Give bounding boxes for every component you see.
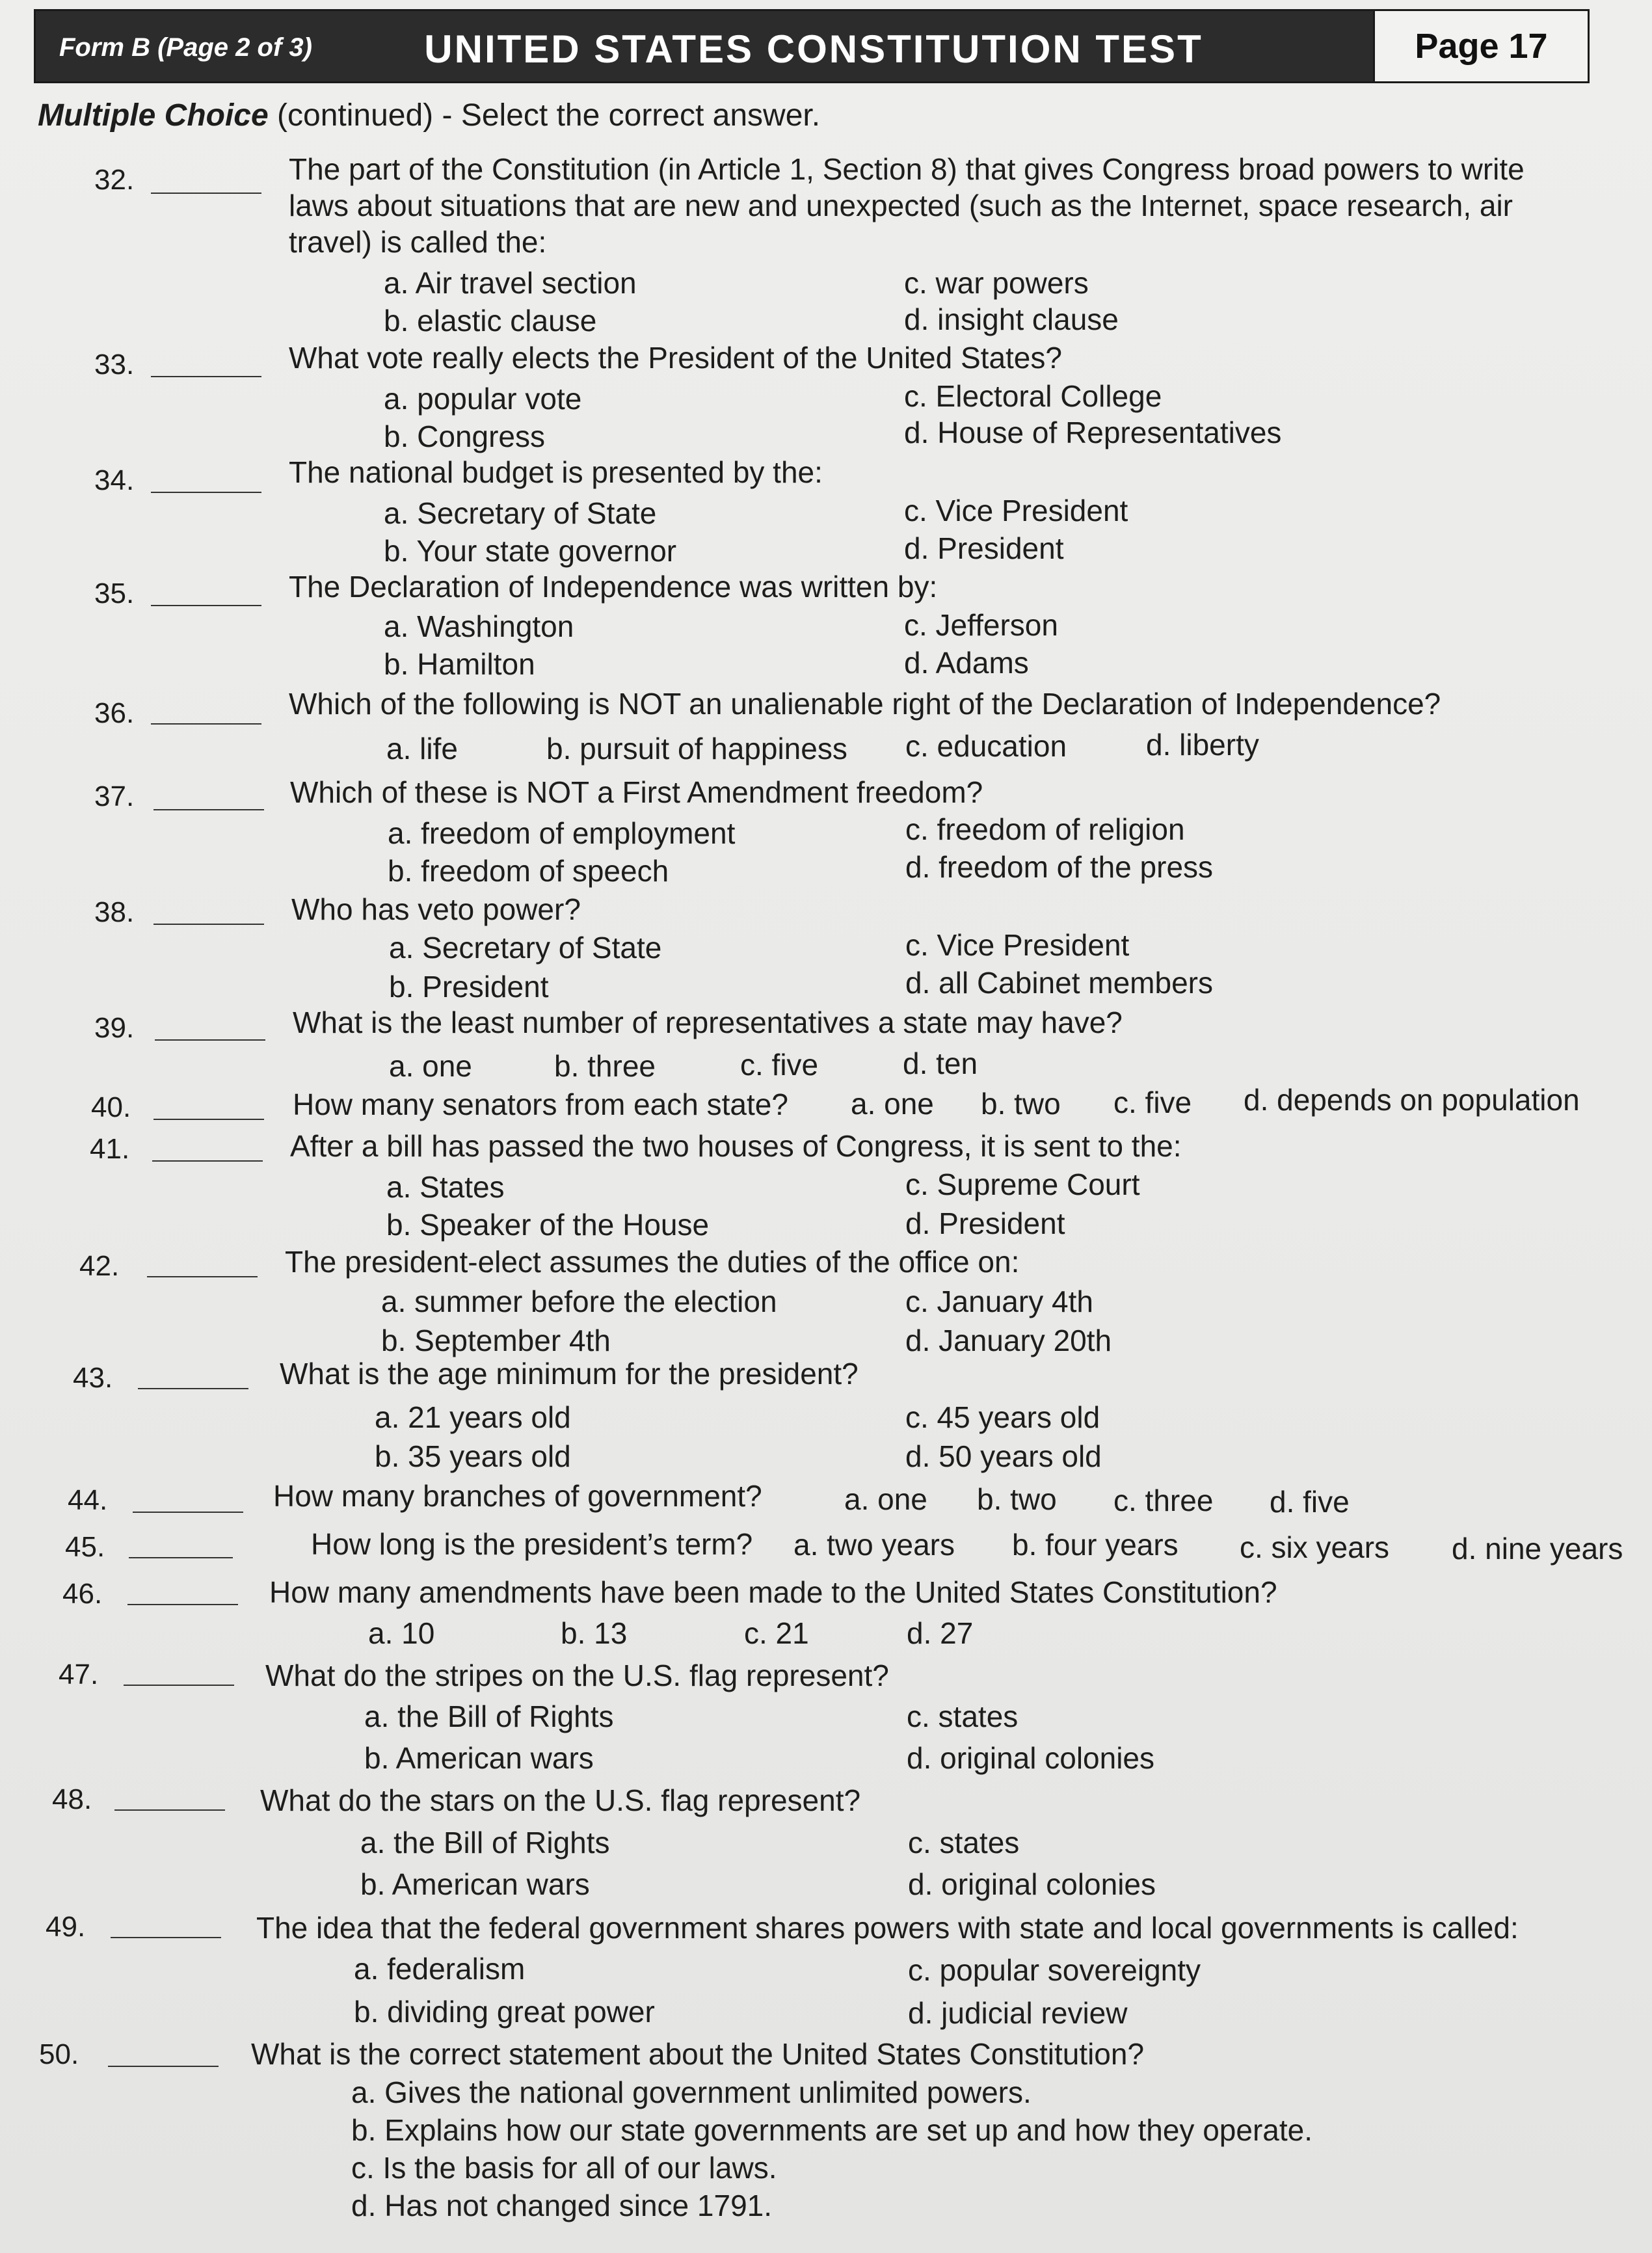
option: a. Air travel section [384,266,637,300]
question-text: How many branches of government? [273,1479,762,1513]
answer-blank[interactable] [129,1557,233,1558]
answer-blank[interactable] [111,1937,221,1938]
option: c. Vice President [905,928,1130,962]
option: a. two years [793,1528,955,1562]
answer-blank[interactable] [151,605,261,606]
option: c. Supreme Court [905,1167,1140,1201]
option: a. Gives the national government unlimited powers. [351,2075,1032,2109]
option: b. 35 years old [375,1439,571,1473]
question-text: The president-elect assumes the duties of the office on: [285,1245,1020,1279]
option: b. Speaker of the House [386,1208,710,1242]
option: a. the Bill of Rights [360,1826,610,1860]
question-text: The Declaration of Independence was written by: [289,570,938,604]
question-text: How long is the president’s term? [311,1527,753,1561]
option: b. freedom of speech [388,854,669,888]
question-text: The idea that the federal government shares powers with state and local governments is called: [256,1911,1519,1945]
option: b. Hamilton [384,647,535,681]
option: d. ten [903,1047,978,1080]
answer-blank[interactable] [108,2066,219,2067]
option: d. January 20th [905,1324,1112,1357]
answer-blank[interactable] [124,1685,234,1686]
question-text: What do the stars on the U.S. flag represent? [260,1783,861,1817]
option: a. 21 years old [375,1400,571,1434]
option: b. two [981,1087,1061,1121]
option: a. one [851,1087,934,1121]
option: a. Washington [384,609,574,643]
option: d. nine years [1452,1532,1623,1566]
option: b. American wars [360,1867,590,1901]
question-number: 41. [90,1133,130,1165]
answer-blank[interactable] [155,1039,265,1041]
answer-blank[interactable] [151,193,261,194]
option: d. original colonies [907,1741,1155,1775]
option: a. summer before the election [381,1285,777,1318]
question-number: 33. [94,349,135,380]
option: a. popular vote [384,382,582,416]
page-header [34,9,1590,83]
option: c. three [1113,1484,1214,1517]
question-text: What is the correct statement about the United States Constitution? [251,2037,1145,2071]
option: c. 45 years old [905,1400,1100,1434]
option: c. Jefferson [904,608,1058,642]
question-number: 34. [94,464,135,496]
option: a. freedom of employment [388,816,736,850]
option: d. Adams [904,646,1029,680]
option: b. American wars [364,1741,594,1775]
option: b. dividing great power [354,1995,655,2029]
instructions-lead: Multiple Choice [38,98,269,133]
option: a. Secretary of State [389,931,662,965]
question-text: How many amendments have been made to the United States Constitution? [269,1575,1277,1609]
option: d. President [905,1206,1065,1240]
option: b. elastic clause [384,304,597,338]
option: a. federalism [354,1952,526,1986]
question-text: The national budget is presented by the: [289,455,823,489]
question-text: After a bill has passed the two houses of Congress, it is sent to the: [290,1129,1182,1163]
question-number: 42. [79,1250,120,1282]
option: b. September 4th [381,1324,611,1357]
option: c. six years [1240,1530,1390,1564]
option: b. pursuit of happiness [546,732,847,766]
test-title: UNITED STATES CONSTITUTION TEST [424,27,1203,71]
question-text: What is the least number of representatives a state may have? [293,1006,1123,1039]
question-text: What vote really elects the President of the United States? [289,341,1062,375]
option: a. life [386,732,458,766]
answer-blank[interactable] [153,1119,264,1120]
answer-blank[interactable] [114,1809,225,1811]
page-number: Page 17 [1373,11,1588,81]
option: c. 21 [744,1616,809,1650]
option: c. Is the basis for all of our laws. [351,2151,777,2185]
answer-blank[interactable] [138,1388,248,1389]
question-number: 37. [94,780,135,812]
option: c. education [905,729,1067,763]
question-number: 36. [94,697,135,729]
question-text: How many senators from each state? [293,1087,788,1121]
answer-blank[interactable] [151,492,261,493]
option: b. 13 [561,1616,628,1650]
answer-blank[interactable] [153,924,264,925]
question-text: What is the age minimum for the president? [280,1357,859,1391]
question-text: What do the stripes on the U.S. flag represent? [265,1659,889,1692]
option: c. war powers [904,266,1089,300]
answer-blank[interactable] [153,809,264,810]
answer-blank[interactable] [152,1160,263,1162]
option: c. freedom of religion [905,812,1185,846]
option: d. five [1270,1485,1350,1519]
option: d. judicial review [908,1996,1128,2030]
option: a. 10 [368,1616,435,1650]
question-number: 46. [62,1578,103,1610]
option: a. States [386,1170,505,1204]
answer-blank[interactable] [147,1276,258,1277]
option: a. the Bill of Rights [364,1700,614,1733]
option: a. one [389,1049,472,1083]
question-number: 50. [39,2038,79,2070]
question-text: Which of the following is NOT an unalienable right of the Declaration of Independence? [289,687,1441,721]
option: d. insight clause [904,302,1119,336]
question-number: 43. [73,1362,113,1394]
question-number: 48. [52,1783,92,1815]
option: b. Your state governor [384,534,677,568]
question-number: 35. [94,578,135,609]
option: c. Electoral College [904,379,1162,413]
option: a. Secretary of State [384,496,657,530]
option: c. states [907,1700,1019,1733]
option: c. five [1113,1086,1192,1119]
option: c. five [740,1048,819,1082]
option: d. 27 [907,1616,974,1650]
answer-blank[interactable] [151,723,261,725]
question-number: 45. [65,1531,105,1563]
instructions-rest: (continued) - Select the correct answer. [268,98,821,133]
question-number: 44. [68,1484,108,1516]
option: d. depends on population [1244,1083,1580,1117]
option: b. three [554,1049,656,1083]
option: c. popular sovereignty [908,1953,1201,1987]
question-number: 40. [91,1091,131,1123]
question-number: 39. [94,1012,135,1044]
option: d. President [904,531,1064,565]
option: c. Vice President [904,494,1128,527]
option: d. 50 years old [905,1439,1102,1473]
question-number: 49. [46,1911,86,1943]
option: d. Has not changed since 1791. [351,2189,773,2222]
question-number: 32. [94,164,135,196]
question-text: The part of the Constitution (in Article 1, Section 8) that gives Congress broad powers to write laws about situations that are new and unexpected (such as the Internet, space research, air travel) is called the: [289,152,1525,259]
option: b. four years [1012,1528,1179,1562]
option: d. freedom of the press [905,850,1214,884]
option: b. Congress [384,420,546,453]
question-text: Which of these is NOT a First Amendment freedom? [290,775,983,809]
question-text: Who has veto power? [291,892,581,926]
option: d. liberty [1146,728,1259,762]
option: d. all Cabinet members [905,966,1213,1000]
answer-blank[interactable] [151,376,261,377]
question-number: 38. [94,896,135,928]
instructions [38,98,820,133]
option: b. President [389,970,549,1004]
option: b. two [977,1482,1057,1516]
answer-blank[interactable] [133,1512,243,1513]
option: c. January 4th [905,1285,1093,1318]
option: d. original colonies [908,1867,1156,1901]
option: a. one [844,1482,927,1516]
question-number: 47. [59,1659,99,1690]
option: b. Explains how our state governments are set up and how they operate. [351,2113,1312,2147]
option: c. states [908,1826,1020,1860]
form-label: Form B (Page 2 of 3) [59,33,312,62]
option: d. House of Representatives [904,416,1282,449]
answer-blank[interactable] [127,1604,238,1605]
